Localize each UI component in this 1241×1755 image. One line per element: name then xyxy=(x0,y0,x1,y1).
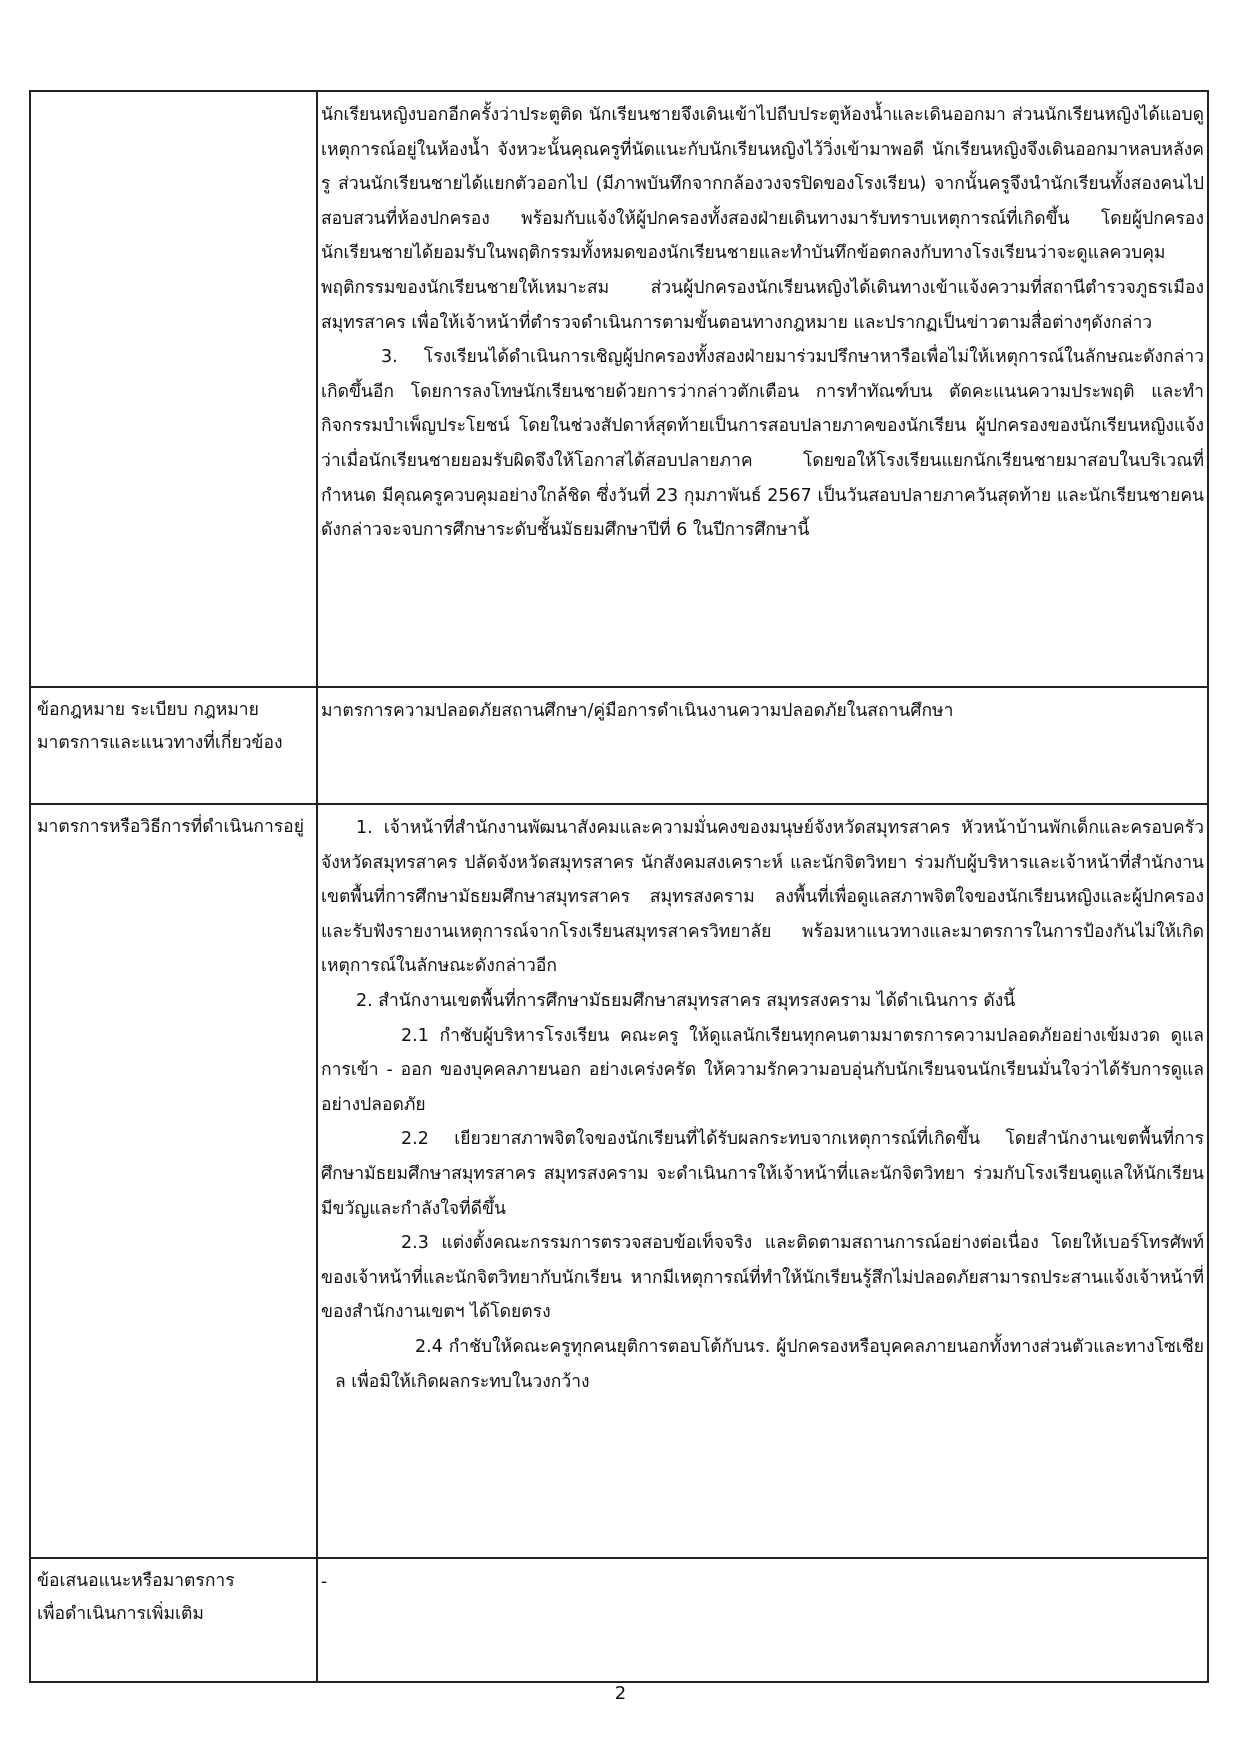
report-table xyxy=(29,90,1209,1683)
laws-label-line-2: มาตรการและแนวทางที่เกี่ยวข้อง xyxy=(37,733,283,753)
row-label xyxy=(30,687,317,804)
table-row-recommendations xyxy=(30,1558,1208,1682)
recommendations-text: - xyxy=(321,1572,328,1592)
laws-text: มาตรการความปลอดภัยสถานศึกษา/คู่มือการดำเนินงานความปลอดภัยในสถานศึกษา xyxy=(321,701,954,721)
row-label xyxy=(30,804,317,1558)
recommendations-label-line-2: เพื่อดำเนินการเพิ่มเติม xyxy=(37,1604,204,1624)
table-row-laws xyxy=(30,687,1208,804)
table-row-current-measures xyxy=(30,804,1208,1558)
measure-item-2-3: 2.3 แต่งตั้งคณะกรรมการตรวจสอบข้อเท็จจริง และติดตามสถานการณ์อย่างต่อเนื่อง โดยให้เบอร์โทรศัพท์ของเจ้าหน้าที่และนักจิตวิทยากับนักเรียน หากมีเหตุการณ์ที่ทำให้นักเรียนรู้สึกไม่ปลอดภัยสามารถประสานแจ้งเจ้าหน้าที่ของสำนักงานเขตฯ ได้โดยตรง xyxy=(321,1233,1204,1323)
row-content xyxy=(317,91,1208,687)
measure-item-2-1: 2.1 กำชับผู้บริหารโรงเรียน คณะครู ให้ดูแลนักเรียนทุกคนตามมาตรการความปลอดภัยอย่างเข้มงวด ดูแลการเข้า - ออก ของบุคคลภายนอก อย่างเคร่งครัด ให้ความรักความอบอุ่นกับนักเรียนจนนักเรียนมั่นใจว่าได้รับการดูแลอย่างปลอดภัย xyxy=(321,1025,1204,1115)
measure-item-2: 2. สำนักงานเขตพื้นที่การศึกษามัธยมศึกษาสมุทรสาคร สมุทรสงคราม ได้ดำเนินการ ดังนี้ xyxy=(356,990,1016,1011)
incident-paragraph: นักเรียนหญิงบอกอีกครั้งว่าประตูติด นักเรียนชายจึงเดินเข้าไปถีบประตูห้องน้ำและเดินออกมา ส่วนนักเรียนหญิงได้แอบดูเหตุการณ์อยู่ในห้องน้ำ จังหวะนั้นคุณครูที่นัดแนะกับนักเรียนหญิงไว้วิ่งเข้ามาพอดี นักเรียนหญิงจึงเดินออกมาหลบหลังครู ส่วนนักเรียนชายได้แยกตัวออกไป (มีภาพบันทึกจากกล้องวงจรปิดของโรงเรียน) จากนั้นครูจึงนำนักเรียนทั้งสองคนไปสอบสวนที่ห้องปกครอง พร้อมกับแจ้งให้ผู้ปกครองทั้งสองฝ่ายเดินทางมารับทราบเหตุการณ์ที่เกิดขึ้น โดยผู้ปกครองนักเรียนชายได้ยอมรับในพฤติกรรมทั้งหมดของนักเรียนชายและทำบันทึกข้อตกลงกับทางโรงเรียนว่าจะดูแลควบคุมพฤติกรรมของนักเรียนชายให้เหมาะสม ส่วนผู้ปกครองนักเรียนหญิงได้เดินทางเข้าแจ้งความที่สถานีตำรวจภูธรเมืองสมุทรสาคร เพื่อให้เจ้าหน้าที่ตำรวจดำเนินการตามขั้นตอนทางกฎหมาย และปรากฏเป็นข่าวตามสื่อต่างๆดังกล่าว xyxy=(321,105,1204,333)
table-row-incident-detail xyxy=(30,91,1208,687)
measure-item-2-4: 2.4 กำชับให้คณะครูทุกคนยุติการตอบโต้กับนร. ผู้ปกครองหรือบุคคลภายนอกทั้งทางส่วนตัวและทางโซเชียล เพื่อมิให้เกิดผลกระทบในวงกว้าง xyxy=(335,1336,1204,1392)
row-content xyxy=(317,804,1208,1558)
school-action-paragraph: 3. โรงเรียนได้ดำเนินการเชิญผู้ปกครองทั้งสองฝ่ายมาร่วมปรึกษาหารือเพื่อไม่ให้เหตุการณ์ในลักษณะดังกล่าวเกิดขึ้นอีก โดยการลงโทษนักเรียนชายด้วยการว่ากล่าวตักเตือน การทำทัณฑ์บน ตัดคะแนนความประพฤติ และทำกิจกรรมบำเพ็ญประโยชน์ โดยในช่วงสัปดาห์สุดท้ายเป็นการสอบปลายภาคของนักเรียน ผู้ปกครองของนักเรียนหญิงแจ้งว่าเมื่อนักเรียนชายยอมรับผิดจึงให้โอกาสได้สอบปลายภาค โดยขอให้โรงเรียนแยกนักเรียนชายมาสอบในบริเวณที่กำหนด มีคุณครูควบคุมอย่างใกล้ชิด ซึ่งวันที่ 23 กุมภาพันธ์ 2567 เป็นวันสอบปลายภาควันสุดท้าย และนักเรียนชายคนดังกล่าวจะจบการศึกษาระดับชั้นมัธยมศึกษาปีที่ 6 ในปีการศึกษานี้ xyxy=(321,347,1204,541)
measure-item-1: 1. เจ้าหน้าที่สำนักงานพัฒนาสังคมและความมั่นคงของมนุษย์จังหวัดสมุทรสาคร หัวหน้าบ้านพักเด็กและครอบครัวจังหวัดสมุทรสาคร ปลัดจังหวัดสมุทรสาคร นักสังคมสงเคราะห์ และนักจิตวิทยา ร่วมกับผู้บริหารและเจ้าหน้าที่สำนักงานเขตพื้นที่การศึกษามัธยมศึกษาสมุทรสาคร สมุทรสงคราม ลงพื้นที่เพื่อดูแลสภาพจิตใจของนักเรียนหญิงและผู้ปกครอง และรับฟังรายงานเหตุการณ์จากโรงเรียนสมุทรสาครวิทยาลัย พร้อมหาแนวทางและมาตรการในการป้องกันไม่ให้เกิดเหตุการณ์ในลักษณะดังกล่าวอีก xyxy=(321,818,1204,977)
row-label xyxy=(30,1558,317,1682)
row-label-empty xyxy=(30,91,317,687)
measure-item-2-2: 2.2 เยียวยาสภาพจิตใจของนักเรียนที่ได้รับผลกระทบจากเหตุการณ์ที่เกิดขึ้น โดยสำนักงานเขตพื้นที่การศึกษามัธยมศึกษาสมุทรสาคร สมุทรสงคราม จะดำเนินการให้เจ้าหน้าที่และนักจิตวิทยา ร่วมกับโรงเรียนดูแลให้นักเรียนมีขวัญและกำลังใจที่ดีขึ้น xyxy=(321,1129,1204,1219)
page-number: 2 xyxy=(614,1683,627,1704)
row-content xyxy=(317,687,1208,804)
measures-label: มาตรการหรือวิธีการที่ดำเนินการอยู่ xyxy=(37,817,304,837)
recommendations-label-line-1: ข้อเสนอแนะหรือมาตรการ xyxy=(37,1571,235,1591)
row-content xyxy=(317,1558,1208,1682)
laws-label-line-1: ข้อกฎหมาย ระเบียบ กฎหมาย xyxy=(37,700,259,720)
